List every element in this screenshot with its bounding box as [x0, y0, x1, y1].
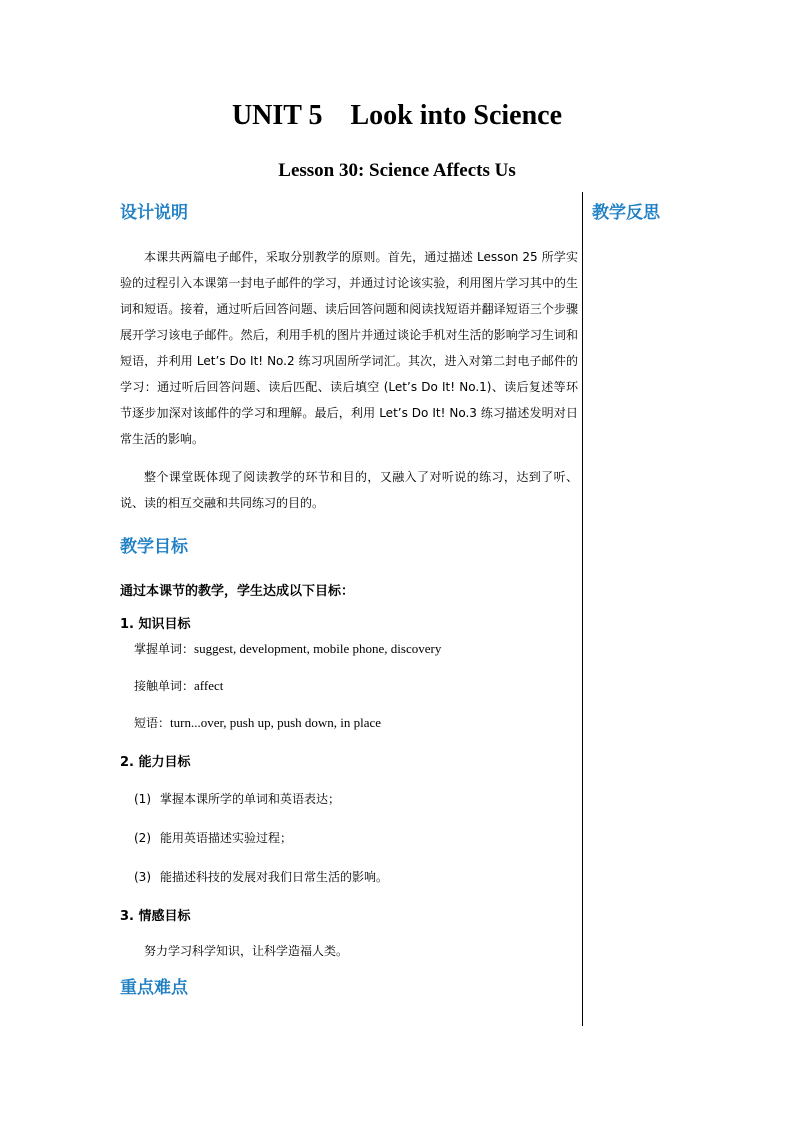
design-paragraph-1: 本课共两篇电子邮件，采取分别教学的原则。首先，通过描述 Lesson 25 所学实验的过程引入本课第一封电子邮件的学习，并通过讨论该实验，利用图片学习其中的生词和短语。接着，通过听后回答问题、读后回答问题和阅读找短语并翻译短语三个步骤展开学习该电子邮件。然后，利用手机的图片并通过谈论手机对生活的影响学习生词和短语，并利用 Let’s Do It! No.2 练习巩固所学词汇。其次，进入对第二封电子邮件的学习：通过听后回答问题、读后匹配、读后填空 (Let’s Do It! No.1)、读后复述等环节逐步加深对该邮件的学习和理解。最后，利用 Let’s Do It! No.3 练习描述发明对日常生活的影响。 — [120, 250, 578, 446]
ability-item-text: 能用英语描述实验过程； — [160, 831, 293, 845]
emotion-title: 3. 情感目标 — [120, 909, 191, 924]
design-paragraph-2: 整个课堂既体现了阅读教学的环节和目的，又融入了对听说的练习，达到了听、说、读的相互交融和共同练习的目的。 — [120, 470, 578, 510]
emotion-text: 努力学习科学知识，让科学造福人类。 — [144, 944, 349, 958]
knowledge-line-master — [120, 640, 578, 657]
knowledge-value: turn...over, push up, push down, in place — [170, 715, 382, 730]
knowledge-label: 接触单词： — [134, 679, 195, 693]
knowledge-line-contact — [120, 677, 578, 694]
keypoints-heading: 重点难点 — [120, 978, 188, 998]
ability-item-number: (3) — [134, 870, 151, 884]
ability-item-2 — [120, 829, 578, 846]
goals-intro: 通过本课节的教学，学生达成以下目标： — [120, 584, 355, 599]
knowledge-value: suggest, development, mobile phone, discovery — [194, 641, 442, 656]
reflection-heading: 教学反思 — [592, 203, 660, 223]
knowledge-title: 1. 知识目标 — [120, 617, 191, 632]
ability-title: 2. 能力目标 — [120, 755, 191, 770]
knowledge-value: affect — [194, 678, 224, 693]
design-heading: 设计说明 — [120, 203, 188, 223]
knowledge-line-phrases — [120, 714, 578, 731]
knowledge-label: 短语： — [134, 716, 171, 730]
ability-item-number: (2) — [134, 831, 151, 845]
lesson-title: Lesson 30: Science Affects Us — [278, 160, 516, 181]
ability-item-number: (1) — [134, 792, 151, 806]
ability-item-3 — [120, 868, 578, 885]
knowledge-label: 掌握单词： — [134, 642, 195, 656]
main-column — [120, 200, 578, 1001]
ability-item-text: 能描述科技的发展对我们日常生活的影响。 — [160, 870, 389, 884]
column-divider — [582, 192, 583, 1026]
ability-item-text: 掌握本课所学的单词和英语表达； — [160, 792, 341, 806]
unit-title: UNIT 5 Look into Science — [231, 100, 563, 131]
reflection-column — [592, 200, 772, 226]
ability-item-1 — [120, 790, 578, 807]
goals-heading: 教学目标 — [120, 537, 188, 557]
